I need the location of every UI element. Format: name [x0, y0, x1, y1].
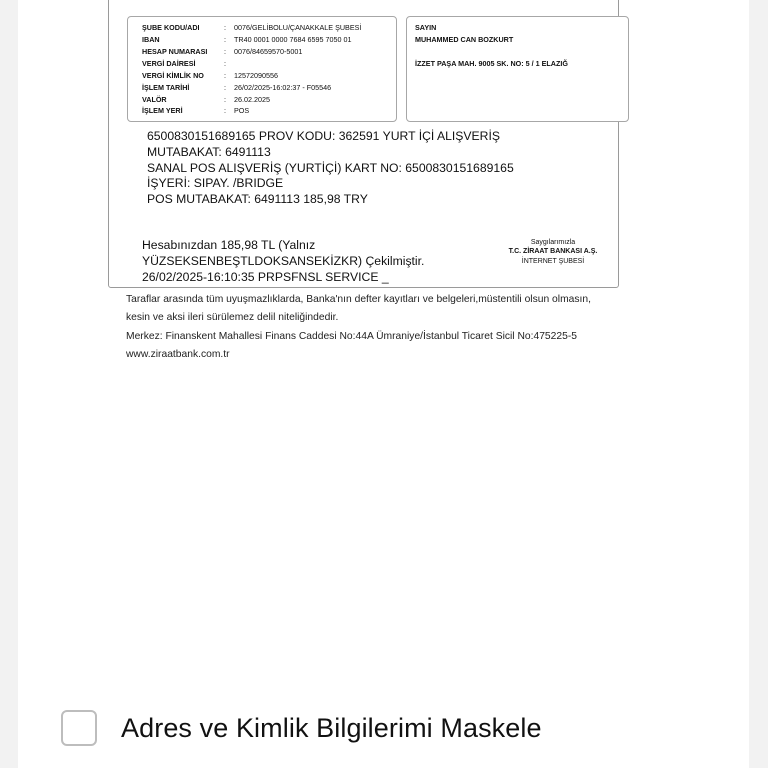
footer-website: www.ziraatbank.com.tr — [126, 349, 230, 360]
right-margin — [749, 0, 768, 768]
recipient-salutation: SAYIN — [415, 23, 437, 32]
info-row-account-number: HESAP NUMARASI : 0076/84659570-5001 — [142, 47, 303, 56]
transaction-line: MUTABAKAT: 6491113 — [147, 145, 271, 159]
signature-bank: T.C. ZİRAAT BANKASI A.Ş. — [508, 248, 598, 255]
transaction-line: SANAL POS ALIŞVERİŞ (YURTİÇİ) KART NO: 6500830151689165 — [147, 161, 514, 175]
info-row-iban: IBAN : TR40 0001 0000 7684 6595 7050 01 — [142, 35, 352, 44]
info-row-branch: ŞUBE KODU/ADI : 0076/GELİBOLU/ÇANAKKALE ŞUBESİ — [142, 23, 362, 32]
transaction-line: 6500830151689165 PROV KODU: 362591 YURT İÇİ ALIŞVERİŞ — [147, 129, 500, 143]
info-row-tax-office: VERGİ DAİRESİ : — [142, 59, 226, 68]
signature-branch: İNTERNET ŞUBESİ — [521, 258, 585, 265]
footer-legal-line: Taraflar arasında tüm uyuşmazlıklarda, Banka'nın defter kayıtları ve belgeleri,müstentili olsun olmasın, — [126, 294, 591, 305]
footer-address-line: Merkez: Finanskent Mahallesi Finans Caddesi No:44A Ümraniye/İstanbul Ticaret Sicil No:475225-5 — [126, 331, 577, 342]
recipient-box — [406, 16, 629, 122]
transaction-line: İŞYERİ: SIPAY. /BRIDGE — [147, 176, 284, 190]
mask-info-checkbox[interactable] — [61, 710, 97, 746]
account-info-box — [127, 16, 397, 122]
recipient-address: İZZET PAŞA MAH. 9005 SK. NO: 5 / 1 ELAZIĞ — [415, 59, 568, 68]
mask-info-label[interactable]: Adres ve Kimlik Bilgilerimi Maskele — [121, 713, 542, 743]
balance-line: Hesabınızdan 185,98 TL (Yalnız — [142, 238, 316, 252]
left-margin — [0, 0, 18, 768]
signature-greeting: Saygılarımızla — [530, 239, 576, 246]
info-row-transaction-place: İŞLEM YERİ : POS — [142, 106, 250, 115]
info-row-tax-id: VERGİ KİMLİK NO : 12572090556 — [142, 71, 278, 80]
info-row-transaction-date: İŞLEM TARİHİ : 26/02/2025-16:02:37 - F05546 — [142, 83, 332, 92]
balance-line: 26/02/2025-16:10:35 PRPSFNSL SERVICE _ — [142, 270, 389, 284]
recipient-name: MUHAMMED CAN BOZKURT — [415, 35, 514, 44]
info-row-value-date: VALÖR : 26.02.2025 — [142, 95, 270, 104]
footer-legal-line: kesin ve aksi ileri sürülemez delil niteliğindedir. — [126, 312, 339, 323]
transaction-line: POS MUTABAKAT: 6491113 185,98 TRY — [147, 192, 368, 206]
balance-line: YÜZSEKSENBEŞTLDOKSANSEKİZKR) Çekilmiştir. — [142, 254, 425, 268]
